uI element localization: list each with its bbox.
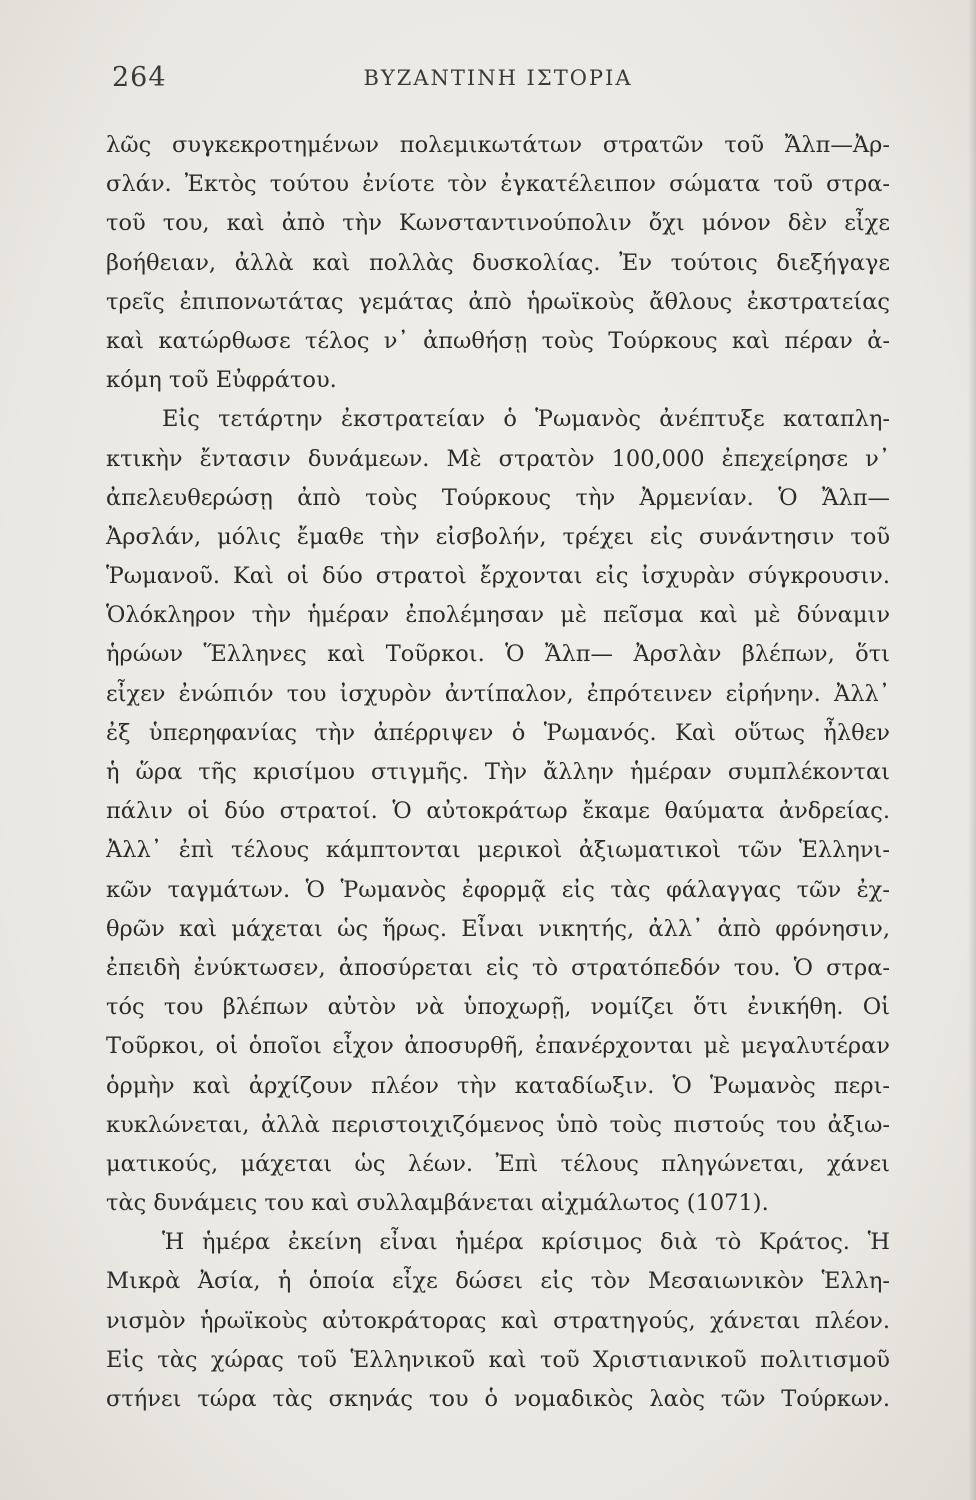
text-line: ὁρμὴν καὶ ἀρχίζουν πλέον τὴν καταδίωξιν. Ὁ Ῥωμανὸς περι- [106,1072,890,1099]
running-title: ΒΥΖΑΝΤΙΝΗ ΙΣΤΟΡΙΑ [363,66,633,90]
text-line: βοήθειαν, ἀλλὰ καὶ πολλὰς δυσκολίας. Ἐν τούτοις διεξήγαγε [106,249,890,276]
text-line: Μικρὰ Ἀσία, ἡ ὁποία εἶχε δώσει εἰς τὸν Μεσαιωνικὸν Ἑλλη- [106,1268,890,1295]
text-line: καὶ κατώρθωσε τέλος ν᾽ ἀπωθήσῃ τοὺς Τούρκους καὶ πέραν ἀ- [106,327,890,354]
text-line: κόμη τοῦ Εὐφράτου. [106,367,337,394]
text-line: ἡ ὥρα τῆς κρισίμου στιγμῆς. Τὴν ἄλλην ἡμέραν συμπλέκονται [106,759,890,785]
text-line: τὰς δυνάμεις του καὶ συλλαμβάνεται αἰχμάλωτος (1071). [106,1190,769,1217]
text-line: κτικὴν ἔντασιν δυνάμεων. Μὲ στρατὸν 100,000 ἐπεχείρησε ν᾽ [106,445,890,472]
text-line: ἐπειδὴ ἐνύκτωσεν, ἀποσύρεται εἰς τὸ στρατόπεδόν του. Ὁ στρα- [106,954,890,981]
page-header [112,62,884,102]
text-line: θρῶν καὶ μάχεται ὡς ἥρως. Εἶναι νικητής, ἀλλ᾽ ἀπὸ φρόνησιν, [106,915,890,942]
text-line: Εἰς τετάρτην ἐκστρατείαν ὁ Ῥωμανὸς ἀνέπτυξε καταπλη- [162,406,890,433]
text-line: Ἀλλ᾽ ἐπὶ τέλους κάμπτονται μερικοὶ ἀξιωματικοὶ τῶν Ἑλληνι- [106,837,890,864]
text-line: κῶν ταγμάτων. Ὁ Ῥωμανὸς ἐφορμᾷ εἰς τὰς φάλαγγας τῶν ἐχ- [106,876,890,903]
text-line: πάλιν οἱ δύο στρατοί. Ὁ αὐτοκράτωρ ἔκαμε θαύματα ἀνδρείας. [106,798,890,825]
text-line: ἀπελευθερώσῃ ἀπὸ τοὺς Τούρκους τὴν Ἀρμενίαν. Ὁ Ἄλπ— [106,484,890,511]
page-edge-shadow [968,0,976,1500]
text-line: τοῦ του, καὶ ἀπὸ τὴν Κωνσταντινούπολιν ὄχι μόνον δὲν εἶχε [106,210,890,237]
text-line: Εἰς τὰς χώρας τοῦ Ἑλληνικοῦ καὶ τοῦ Χριστιανικοῦ πολιτισμοῦ [106,1346,890,1373]
text-line: στήνει τώρα τὰς σκηνάς του ὁ νομαδικὸς λαὸς τῶν Τούρκων. [106,1386,890,1412]
page-number: 264 [112,62,167,93]
text-line: τός του βλέπων αὐτὸν νὰ ὑποχωρῇ, νομίζει ὅτι ἐνικήθη. Οἱ [106,994,890,1021]
text-line: Ῥωμανοῦ. Καὶ οἱ δύο στρατοὶ ἔρχονται εἰς ἰσχυρὰν σύγκρουσιν. [106,563,890,590]
text-line: ἐξ ὑπερηφανίας τὴν ἀπέρριψεν ὁ Ῥωμανός. Καὶ οὕτως ἦλθεν [106,719,890,746]
text-line: ἡρώων Ἕλληνες καὶ Τοῦρκοι. Ὁ Ἄλπ— Ἀρσλὰν βλέπων, ὅτι [106,641,890,668]
text-line: σλάν. Ἐκτὸς τούτου ἐνίοτε τὸν ἐγκατέλειπον σώματα τοῦ στρα- [106,171,890,198]
text-line: κυκλώνεται, ἀλλὰ περιστοιχιζόμενος ὑπὸ τοὺς πιστούς του ἀξιω- [106,1111,890,1138]
text-line: νισμὸν ἡρωϊκοὺς αὐτοκράτορας καὶ στρατηγούς, χάνεται πλέον. [106,1307,890,1334]
text-line: τρεῖς ἐπιπονωτάτας γεμάτας ἀπὸ ἡρωϊκοὺς ἄθλους ἐκστρατείας [106,288,890,315]
body-text [106,126,890,1419]
text-line: Τοῦρκοι, οἱ ὁποῖοι εἶχον ἀποσυρθῆ, ἐπανέρχονται μὲ μεγαλυτέραν [106,1033,890,1060]
text-line: Ἀρσλάν, μόλις ἔμαθε τὴν εἰσβολήν, τρέχει εἰς συνάντησιν τοῦ [106,523,890,550]
text-line: ματικούς, μάχεται ὡς λέων. Ἐπὶ τέλους πληγώνεται, χάνει [106,1150,890,1177]
text-line: λῶς συγκεκροτημένων πολεμικωτάτων στρατῶν τοῦ Ἄλπ—Ἀρ- [106,132,890,158]
text-line: Ὁλόκληρον τὴν ἡμέραν ἐπολέμησαν μὲ πεῖσμα καὶ μὲ δύναμιν [106,602,890,629]
text-line: εἶχεν ἐνώπιόν του ἰσχυρὸν ἀντίπαλον, ἐπρότεινεν εἰρήνην. Ἀλλ᾽ [106,680,890,707]
text-line: Ἡ ἡμέρα ἐκείνη εἶναι ἡμέρα κρίσιμος διὰ τὸ Κράτος. Ἡ [162,1229,890,1256]
